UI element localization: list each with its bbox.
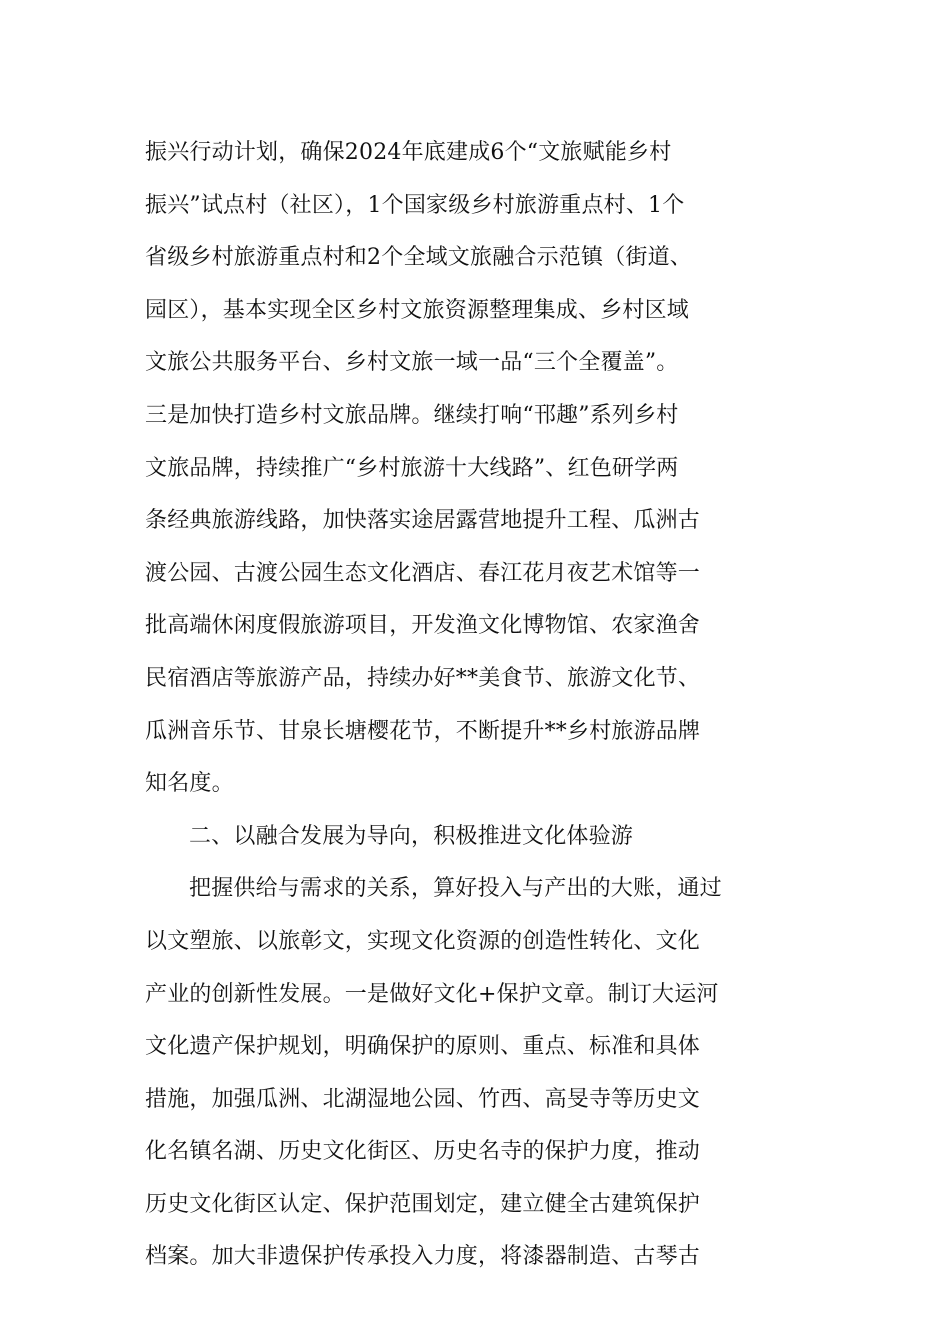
body-text-line: 以文塑旅、以旅彰文，实现文化资源的创造性转化、文化 bbox=[145, 928, 701, 954]
paragraph-first-line: 把握供给与需求的关系，算好投入与产出的大账，通过 bbox=[189, 876, 722, 902]
body-text-line: 瓜洲音乐节、甘泉长塘樱花节，不断提升**乡村旅游品牌 bbox=[145, 718, 701, 744]
body-text-line: 文化遗产保护规划，明确保护的原则、重点、标准和具体 bbox=[145, 1034, 701, 1060]
document-body bbox=[145, 127, 809, 1284]
body-text-line: 措施，加强瓜洲、北湖湿地公园、竹西、高旻寺等历史文 bbox=[145, 1086, 701, 1112]
body-text-line: 批高端休闲度假旅游项目，开发渔文化博物馆、农家渔舍 bbox=[145, 613, 701, 639]
body-text-line: 历史文化街区认定、保护范围划定，建立健全古建筑保护 bbox=[145, 1191, 701, 1217]
section-heading: 二、以融合发展为导向，积极推进文化体验游 bbox=[189, 823, 634, 849]
body-text-line: 化名镇名湖、历史文化街区、历史名寺的保护力度，推动 bbox=[145, 1139, 701, 1165]
body-text-line: 园区），基本实现全区乡村文旅资源整理集成、乡村区域 bbox=[145, 297, 690, 323]
body-text-line: 档案。加大非遗保护传承投入力度，将漆器制造、古琴古 bbox=[145, 1244, 701, 1270]
body-text-line: 渡公园、古渡公园生态文化酒店、春江花月夜艺术馆等一 bbox=[145, 560, 701, 586]
body-text-line: 三是加快打造乡村文旅品牌。继续打响“邗趣”系列乡村 bbox=[145, 402, 679, 428]
body-text-line: 振兴”试点村（社区），1个国家级乡村旅游重点村、1个 bbox=[145, 192, 685, 218]
body-text-line: 知名度。 bbox=[145, 771, 234, 797]
body-text-line: 条经典旅游线路，加快落实途居露营地提升工程、瓜洲古 bbox=[145, 508, 701, 534]
body-text-line: 产业的创新性发展。一是做好文化+保护文章。制订大运河 bbox=[145, 981, 719, 1007]
body-text-line: 民宿酒店等旅游产品，持续办好**美食节、旅游文化节、 bbox=[145, 665, 701, 691]
body-text-line: 文旅品牌，持续推广“乡村旅游十大线路”、红色研学两 bbox=[145, 455, 679, 481]
body-text-line: 振兴行动计划，确保2024年底建成6个“文旅赋能乡村 bbox=[145, 140, 672, 165]
body-text-line: 文旅公共服务平台、乡村文旅一域一品“三个全覆盖”。 bbox=[145, 350, 679, 376]
body-text-line: 省级乡村旅游重点村和2个全域文旅融合示范镇（街道、 bbox=[145, 245, 692, 271]
